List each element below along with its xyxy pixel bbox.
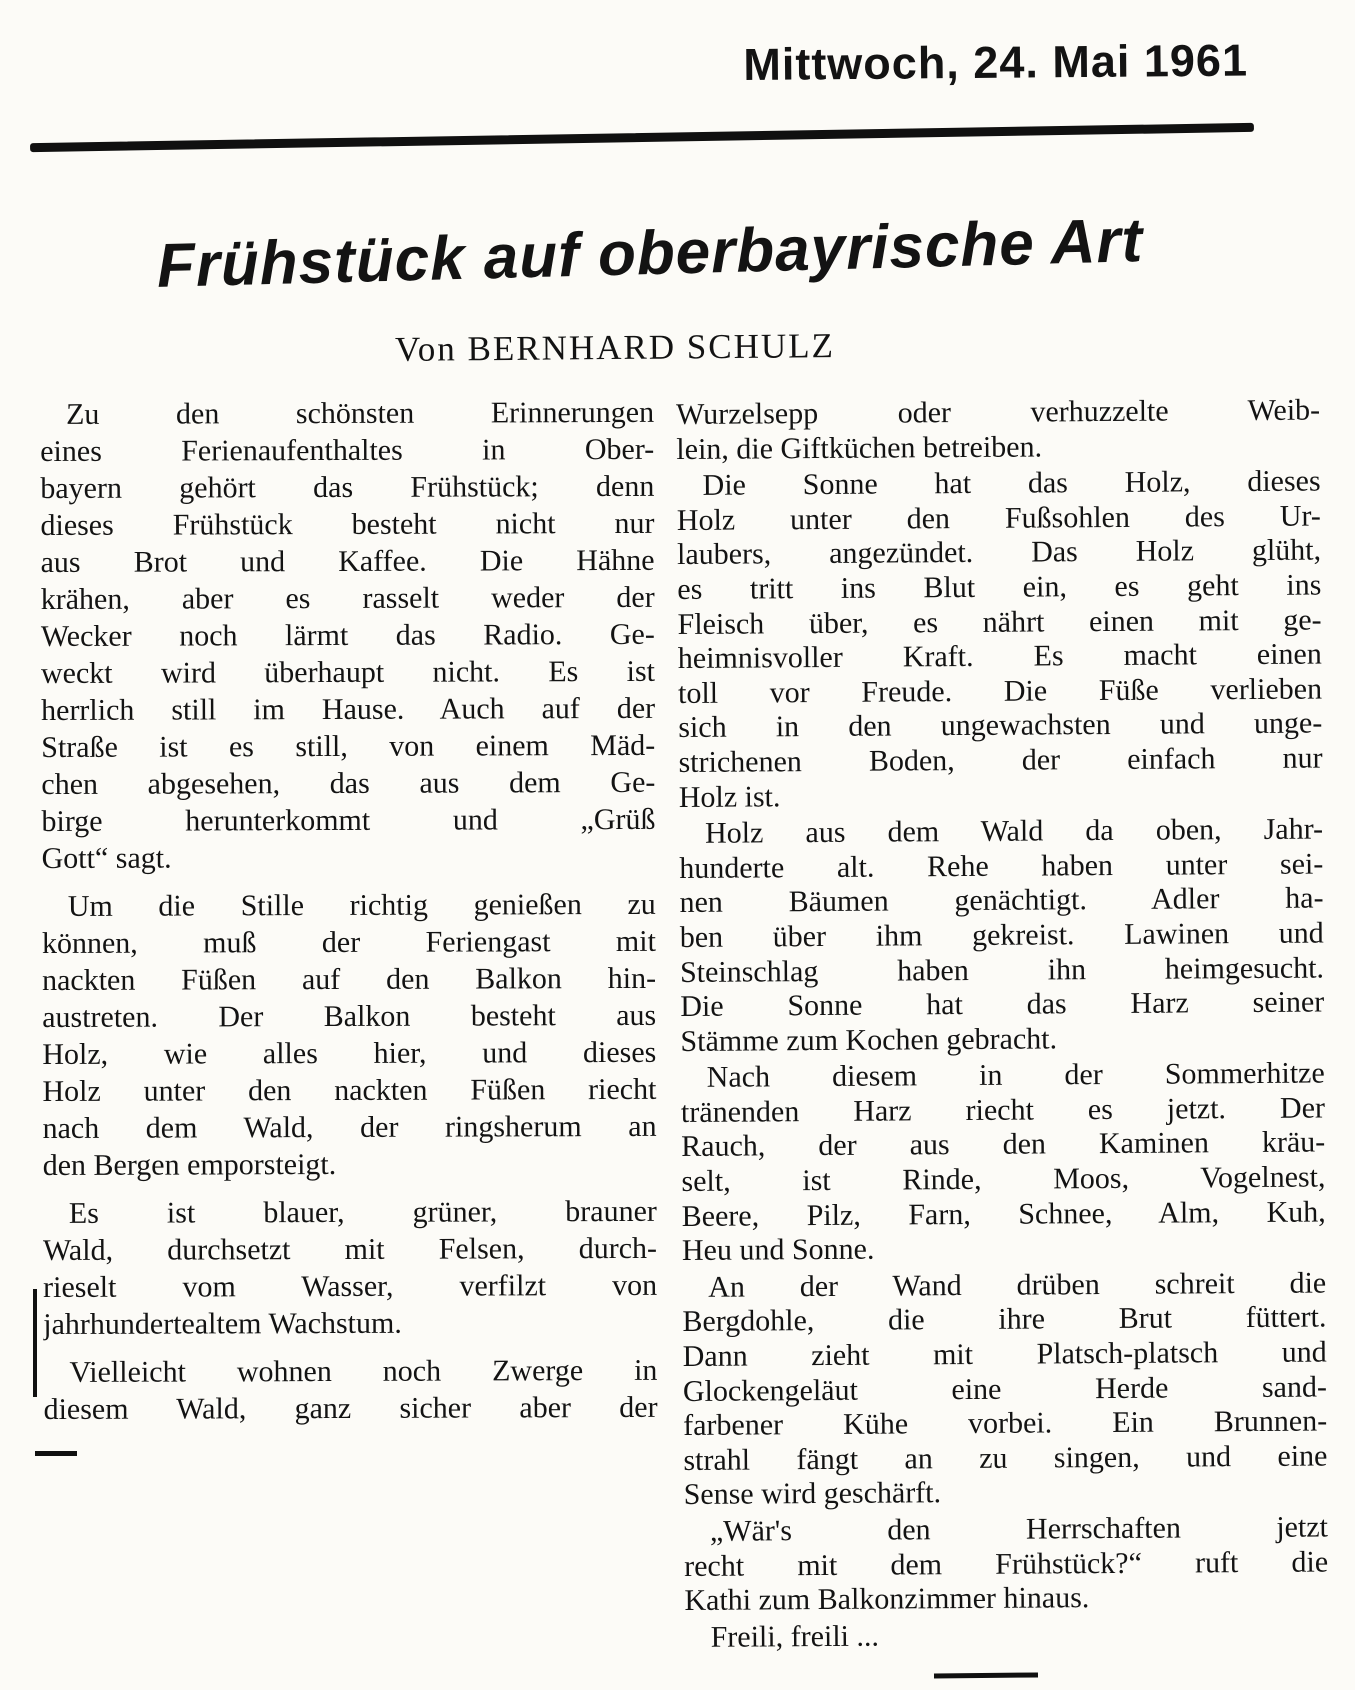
text-line: strichenen Boden, der einfach nur: [678, 741, 1323, 779]
text-line: Vielleicht wohnen noch Zwerge in: [69, 1353, 658, 1389]
text-line: Dann zieht mit Platsch-platsch und: [682, 1335, 1327, 1374]
text-line: birge herunterkommt und „Grüß: [41, 802, 656, 838]
text-line: lein, die Giftküchen betreiben.: [676, 430, 1043, 466]
text-line: es tritt ins Blut ein, es geht ins: [677, 568, 1322, 606]
article-column-left: [40, 394, 658, 1428]
paragraph: [40, 394, 656, 877]
text-line: Nach diesem in der Sommerhitze: [706, 1056, 1325, 1095]
text-line: Holz ist.: [678, 779, 781, 814]
text-line: bayern gehört das Frühstück; denn: [40, 469, 655, 505]
text-line: Glockengeläut eine Herde sand-: [682, 1370, 1328, 1408]
text-line: krähen, aber es rasselt weder der: [40, 580, 655, 616]
text-line: heimnisvoller Kraft. Es macht einen: [677, 637, 1322, 676]
text-line: Heu und Sonne.: [681, 1232, 875, 1268]
text-line: jahrhundertealtem Wachstum.: [43, 1306, 402, 1341]
paragraph: [676, 394, 1320, 468]
text-line: Holz unter den Fußsohlen des Ur-: [676, 499, 1321, 537]
text-line: Steinschlag haben ihn heimgesucht.: [679, 950, 1325, 989]
text-line: farbener Kühe vorbei. Ein Brunnen-: [683, 1404, 1328, 1443]
margin-mark-vertical-line: [33, 1289, 37, 1397]
text-line: Straße ist es still, von einem Mäd-: [41, 728, 656, 764]
article-column-right: [676, 394, 1329, 1656]
paragraph: [43, 1193, 658, 1343]
text-line: Wecker noch lärmt das Radio. Ge-: [40, 617, 655, 653]
text-line: Die Sonne hat das Holz, dieses: [702, 464, 1321, 503]
text-line: „Wär's den Herrschaften jetzt: [709, 1510, 1329, 1548]
text-line: chen abgesehen, das aus dem Ge-: [41, 765, 656, 801]
text-line: nach dem Wald, der ringsherum an: [42, 1109, 657, 1145]
article-byline: Von BERNHARD SCHULZ: [394, 326, 836, 369]
text-line: Rauch, der aus den Kaminen kräu-: [681, 1125, 1326, 1164]
paragraph: [676, 465, 1322, 815]
text-line: Zu den schönsten Erinnerungen: [66, 395, 655, 431]
text-line: austreten. Der Balkon besteht aus: [42, 998, 657, 1034]
text-line: Gott“ sagt.: [41, 841, 172, 875]
text-line: Holz aus dem Wald da oben, Jahr-: [704, 812, 1324, 850]
text-line: aus Brot und Kaffee. Die Hähne: [40, 543, 655, 579]
text-line: Sense wird geschärft.: [683, 1476, 942, 1512]
text-line: Stämme zum Kochen gebracht.: [680, 1022, 1058, 1058]
text-line: Holz, wie alles hier, und dieses: [42, 1035, 657, 1071]
paragraph: [685, 1616, 1329, 1655]
paragraph: [684, 1510, 1329, 1618]
text-line: nen Bäumen genächtigt. Adler ha-: [679, 881, 1324, 920]
text-line: toll vor Freude. Die Füße verlieben: [677, 672, 1323, 710]
text-line: herrlich still im Hause. Auch auf der: [41, 691, 656, 727]
text-line: Die Sonne hat das Harz seiner: [680, 985, 1325, 1024]
text-line: Wurzelsepp oder verhuzzelte Weib-: [676, 393, 1321, 431]
date-line: Mittwoch, 24. Mai 1961: [743, 34, 1249, 90]
paragraph: [682, 1266, 1328, 1513]
text-line: diesem Wald, ganz sicher aber der: [43, 1390, 658, 1426]
text-line: den Bergen emporsteigt.: [42, 1147, 337, 1182]
article-end-rule-divider: [934, 1672, 1038, 1678]
paragraph: [681, 1057, 1326, 1269]
text-line: sich in den ungewachsten und unge-: [678, 706, 1323, 745]
text-line: können, muß der Feriengast mit: [41, 924, 656, 960]
paragraph: [43, 1352, 657, 1428]
margin-mark-dash: [35, 1451, 77, 1456]
text-line: tränenden Harz riecht es jetzt. Der: [680, 1091, 1326, 1129]
header-rule-divider: [30, 123, 1254, 152]
text-line: Fleisch über, es nährt einen mit ge-: [677, 603, 1322, 641]
text-line: Bergdohle, die ihre Brut füttert.: [682, 1300, 1327, 1339]
text-line: rieselt vom Wasser, verfilzt von: [43, 1268, 658, 1304]
text-line: dieses Frühstück besteht nicht nur: [40, 506, 655, 542]
article-title: Frühstück auf oberbayrische Art: [156, 206, 1144, 301]
text-line: Holz unter den nackten Füßen riecht: [42, 1072, 657, 1108]
text-line: Wald, durchsetzt mit Felsen, durch-: [42, 1231, 658, 1267]
text-line: ben über ihm gekreist. Lawinen und: [679, 916, 1324, 954]
text-line: Freili, freili ...: [710, 1619, 880, 1654]
text-line: hunderte alt. Rehe haben unter sei-: [679, 847, 1324, 885]
text-line: Um die Stille richtig genießen zu: [67, 887, 656, 923]
text-line: Kathi zum Balkonzimmer hinaus.: [684, 1581, 1090, 1618]
text-line: selt, ist Rinde, Moos, Vogelnest,: [681, 1160, 1326, 1199]
text-line: An der Wand drüben schreit die: [708, 1266, 1327, 1304]
text-line: Es ist blauer, grüner, brauner: [68, 1194, 657, 1230]
text-line: strahl fängt an zu singen, und eine: [683, 1439, 1328, 1477]
text-line: laubers, angezündet. Das Holz glüht,: [676, 533, 1322, 572]
paragraph: [679, 813, 1325, 1060]
text-line: nackten Füßen auf den Balkon hin-: [41, 961, 657, 997]
text-line: weckt wird überhaupt nicht. Es ist: [40, 654, 656, 690]
text-line: eines Ferienaufenthaltes in Ober-: [40, 432, 655, 468]
paragraph: [42, 886, 657, 1184]
text-line: recht mit dem Frühstück?“ ruft die: [684, 1545, 1329, 1583]
text-line: Beere, Pilz, Farn, Schnee, Alm, Kuh,: [681, 1195, 1326, 1233]
